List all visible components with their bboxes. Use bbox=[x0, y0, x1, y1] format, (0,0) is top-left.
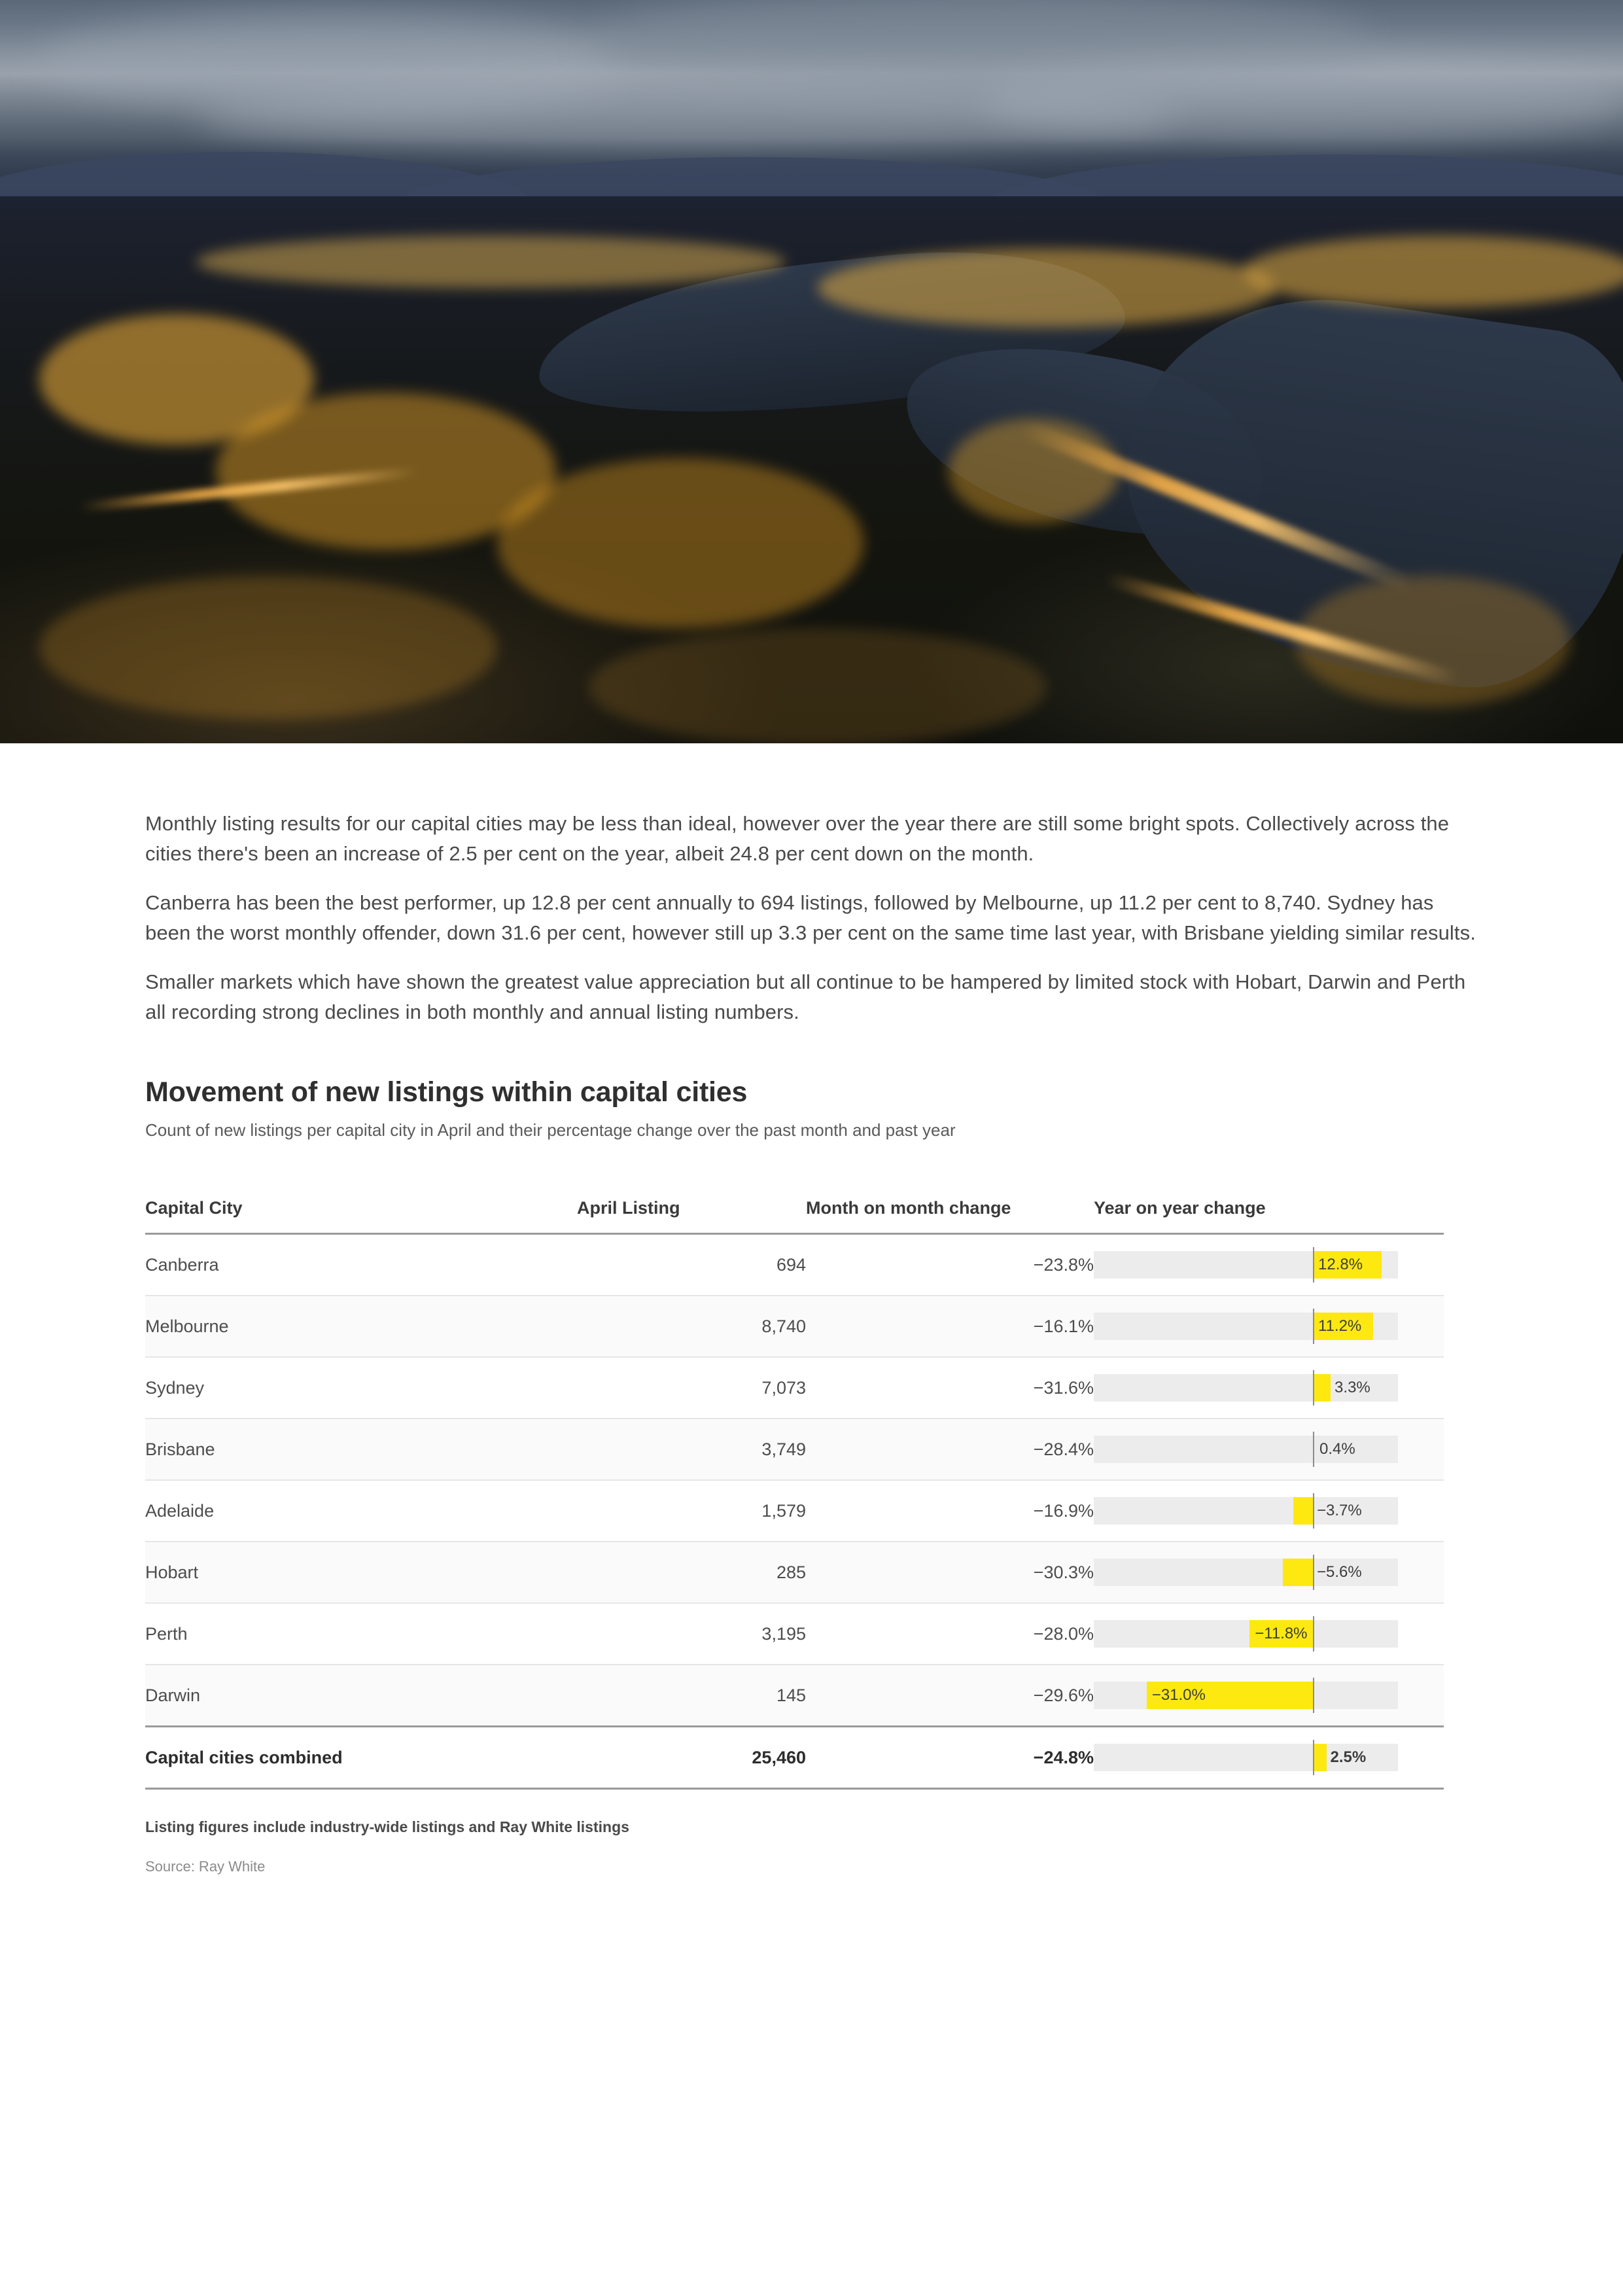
paragraph-2: Canberra has been the best performer, up 12.8 per cent annually to 694 listings, followed by Melbourne, up 11.2 per cent to 8,740. Sydney has been the worst monthly offender, down 31.6 per cent, however still up 3.3 per cent on the same time last year, with Brisbane yielding similar results. bbox=[145, 891, 1476, 944]
yoy-bar-label: −3.7% bbox=[1317, 1502, 1362, 1520]
cell-yoy-change bbox=[1094, 1234, 1444, 1296]
zero-axis-line bbox=[1313, 1432, 1314, 1467]
table-footnote: Listing figures include industry-wide listings and Ray White listings bbox=[145, 1818, 629, 1836]
cell-city: Perth bbox=[145, 1603, 577, 1665]
yoy-bar-label: 11.2% bbox=[1318, 1317, 1362, 1335]
table-row bbox=[145, 1357, 1444, 1419]
zero-axis-line bbox=[1313, 1309, 1314, 1344]
yoy-bar bbox=[1094, 1620, 1398, 1648]
table-row bbox=[145, 1542, 1444, 1603]
yoy-bar bbox=[1094, 1313, 1398, 1340]
cell-city: Hobart bbox=[145, 1542, 577, 1603]
yoy-bar-fill bbox=[1283, 1559, 1313, 1586]
cell-city: Darwin bbox=[145, 1665, 577, 1727]
cell-mom-change: −24.8% bbox=[806, 1727, 1094, 1789]
header-capital-city: Capital City bbox=[145, 1198, 577, 1234]
cell-yoy-change bbox=[1094, 1357, 1444, 1419]
yoy-bar-label: 3.3% bbox=[1335, 1379, 1370, 1397]
cell-yoy-change bbox=[1094, 1665, 1444, 1727]
yoy-bar-label: 2.5% bbox=[1330, 1748, 1367, 1767]
cell-april-listing: 25,460 bbox=[577, 1727, 806, 1789]
intro-paragraphs bbox=[145, 743, 1480, 1027]
cell-yoy-change bbox=[1094, 1480, 1444, 1542]
cell-city: Melbourne bbox=[145, 1296, 577, 1357]
table-body bbox=[145, 1234, 1444, 1789]
table-row bbox=[145, 1603, 1444, 1665]
cell-mom-change: −28.0% bbox=[806, 1603, 1094, 1665]
cell-city: Adelaide bbox=[145, 1480, 577, 1542]
article-content bbox=[0, 743, 1623, 1875]
table-total-row bbox=[145, 1727, 1444, 1789]
listings-table bbox=[145, 1198, 1444, 1790]
table-row bbox=[145, 1665, 1444, 1727]
yoy-bar-label: −31.0% bbox=[1151, 1686, 1206, 1704]
zero-axis-line bbox=[1313, 1678, 1314, 1713]
cell-april-listing: 3,195 bbox=[577, 1603, 806, 1665]
source-line: Source: Ray White bbox=[145, 1858, 266, 1875]
zero-axis-line bbox=[1313, 1493, 1314, 1528]
yoy-bar-fill bbox=[1313, 1374, 1331, 1402]
cell-mom-change: −30.3% bbox=[806, 1542, 1094, 1603]
yoy-bar-fill bbox=[1313, 1744, 1327, 1771]
paragraph-1: Monthly listing results for our capital cities may be less than ideal, however over the year there are still some bright spots. Collectively across the cities there's been an increase of 2.5 per cent on the year, albeit 24.8 per cent down on the month. bbox=[145, 812, 1450, 865]
cell-city: Brisbane bbox=[145, 1419, 577, 1480]
zero-axis-line bbox=[1313, 1370, 1314, 1405]
cell-mom-change: −16.9% bbox=[806, 1480, 1094, 1542]
cell-april-listing: 3,749 bbox=[577, 1419, 806, 1480]
cell-april-listing: 285 bbox=[577, 1542, 806, 1603]
table-row bbox=[145, 1296, 1444, 1357]
cell-april-listing: 8,740 bbox=[577, 1296, 806, 1357]
cell-yoy-change bbox=[1094, 1727, 1444, 1789]
paragraph-3: Smaller markets which have shown the greatest value appreciation but all continue to be hampered by limited stock with Hobart, Darwin and Perth all recording strong declines in both monthly and annual listing numbers. bbox=[145, 970, 1466, 1023]
cell-city: Capital cities combined bbox=[145, 1727, 577, 1789]
yoy-bar-label: 0.4% bbox=[1319, 1440, 1355, 1458]
section-subtitle: Count of new listings per capital city in April and their percentage change over the past month and past year bbox=[145, 1120, 956, 1140]
cell-mom-change: −23.8% bbox=[806, 1234, 1094, 1296]
cell-city: Canberra bbox=[145, 1234, 577, 1296]
cell-april-listing: 694 bbox=[577, 1234, 806, 1296]
yoy-bar-fill bbox=[1293, 1497, 1313, 1525]
cell-april-listing: 7,073 bbox=[577, 1357, 806, 1419]
yoy-bar-label: 12.8% bbox=[1318, 1256, 1363, 1274]
section-title: Movement of new listings within capital cities bbox=[145, 1076, 748, 1108]
cell-mom-change: −28.4% bbox=[806, 1419, 1094, 1480]
cell-yoy-change bbox=[1094, 1419, 1444, 1480]
cell-yoy-change bbox=[1094, 1296, 1444, 1357]
header-april-listing: April Listing bbox=[577, 1198, 806, 1234]
cell-april-listing: 145 bbox=[577, 1665, 806, 1727]
header-yoy-change: Year on year change bbox=[1094, 1198, 1444, 1234]
yoy-bar-label: −5.6% bbox=[1317, 1563, 1362, 1581]
yoy-bar bbox=[1094, 1436, 1398, 1463]
table-row bbox=[145, 1234, 1444, 1296]
cell-mom-change: −31.6% bbox=[806, 1357, 1094, 1419]
cell-april-listing: 1,579 bbox=[577, 1480, 806, 1542]
zero-axis-line bbox=[1313, 1616, 1314, 1651]
yoy-bar bbox=[1094, 1559, 1398, 1586]
table-row bbox=[145, 1419, 1444, 1480]
yoy-bar bbox=[1094, 1497, 1398, 1525]
zero-axis-line bbox=[1313, 1740, 1314, 1775]
zero-axis-line bbox=[1313, 1555, 1314, 1590]
cloud-4 bbox=[981, 59, 1623, 144]
hero-image bbox=[0, 0, 1623, 743]
cell-city: Sydney bbox=[145, 1357, 577, 1419]
table-row bbox=[145, 1480, 1444, 1542]
table-header-row bbox=[145, 1198, 1444, 1234]
header-mom-change: Month on month change bbox=[806, 1198, 1094, 1234]
yoy-bar bbox=[1094, 1251, 1398, 1279]
cell-yoy-change bbox=[1094, 1542, 1444, 1603]
cell-yoy-change bbox=[1094, 1603, 1444, 1665]
cell-mom-change: −29.6% bbox=[806, 1665, 1094, 1727]
yoy-bar bbox=[1094, 1744, 1398, 1771]
yoy-bar-label: −11.8% bbox=[1255, 1625, 1308, 1643]
zero-axis-line bbox=[1313, 1247, 1314, 1282]
cell-mom-change: −16.1% bbox=[806, 1296, 1094, 1357]
yoy-bar bbox=[1094, 1682, 1398, 1709]
yoy-bar bbox=[1094, 1374, 1398, 1402]
